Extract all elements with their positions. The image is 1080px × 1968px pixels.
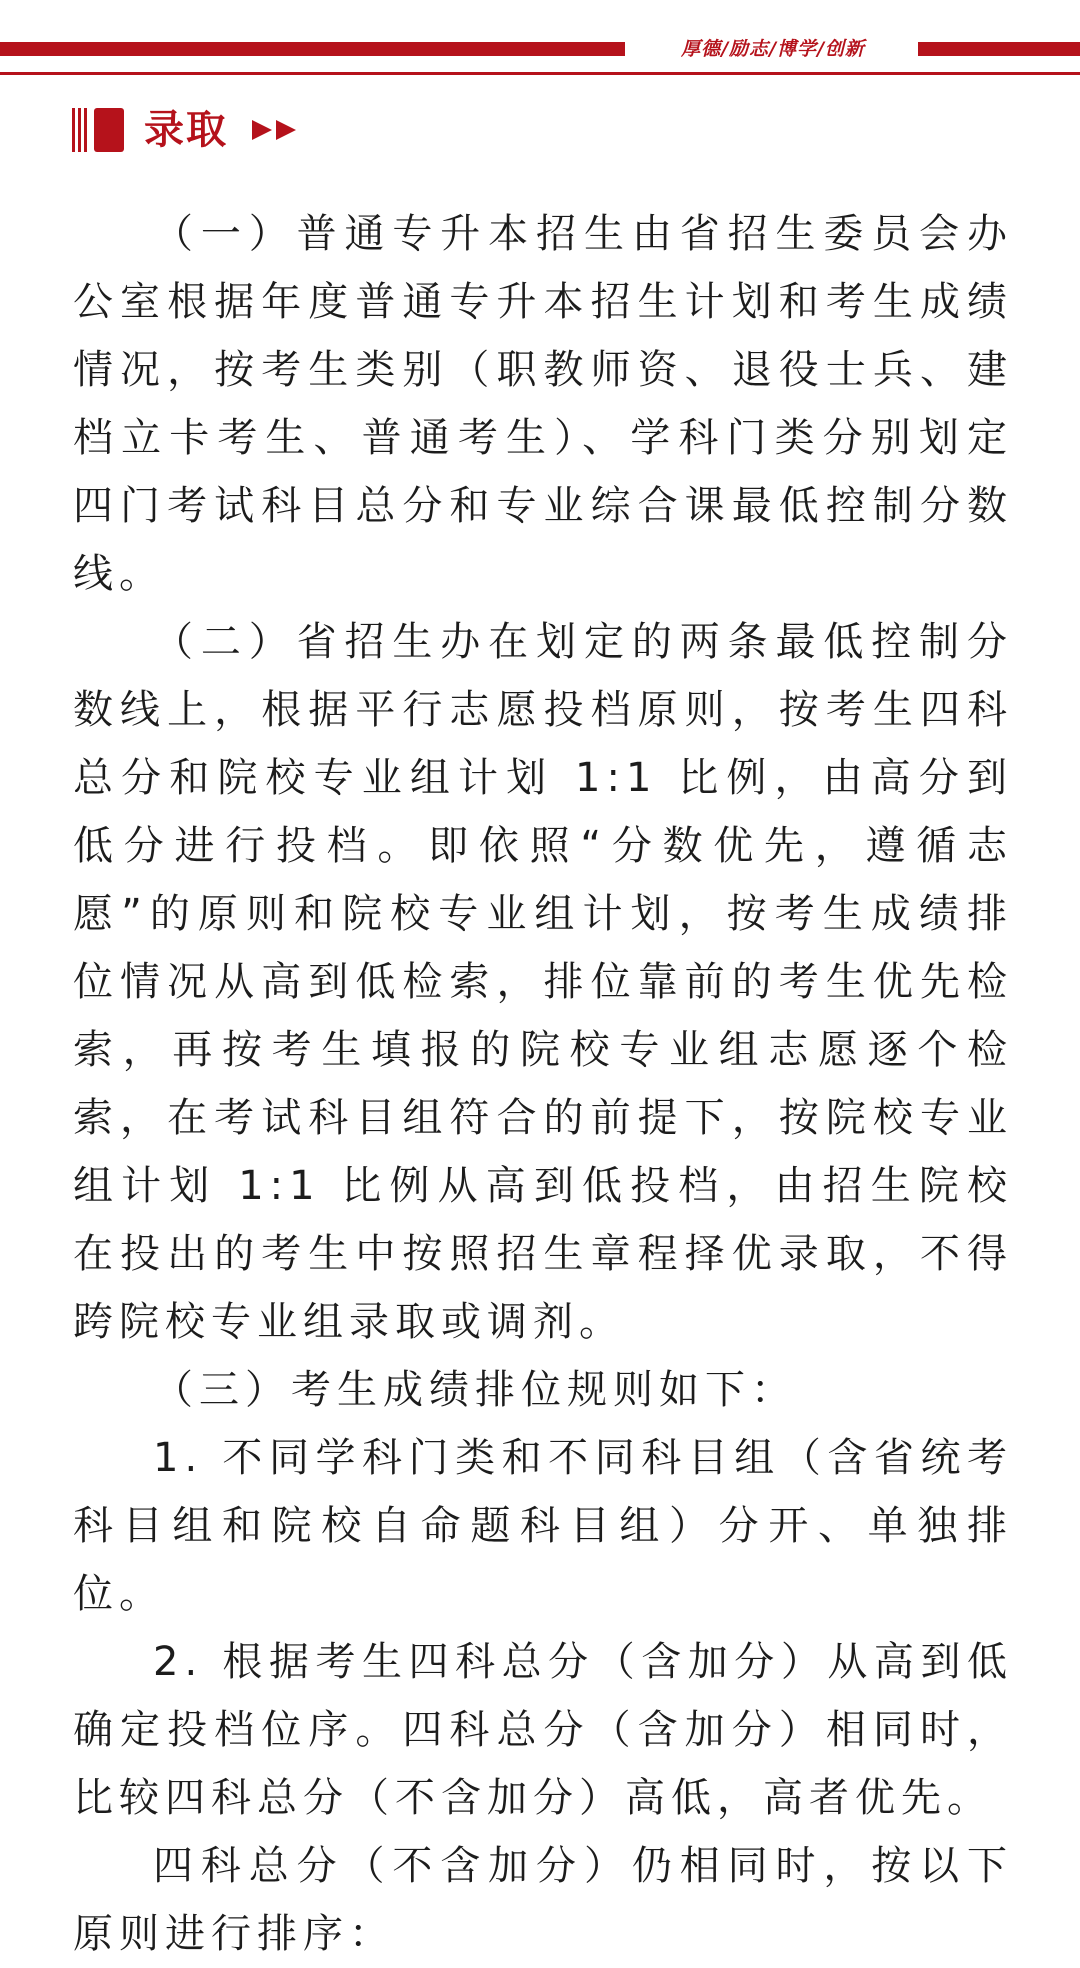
section-header <box>72 100 472 160</box>
section-marker-icon <box>72 108 124 152</box>
double-triangle-right-icon <box>250 100 310 160</box>
banner-divider-line <box>0 72 1080 75</box>
paragraph-3: （三）考生成绩排位规则如下： <box>153 1367 797 1413</box>
paragraph-4: 四科总分（不含加分）仍相同时，按以下原则进行排序： <box>73 1843 1013 1957</box>
article-body <box>73 200 1013 1968</box>
top-banner <box>0 0 1080 80</box>
paragraph-1: （一）普通专升本招生由省招生委员会办公室根据年度普通专升本招生计划和考生成绩情况，按考生类别（职教师资、退役士兵、建档立卡考生、普通考生）、学科门类分别划定四门考试科目总分和专业综合课最低控制分数线。 <box>73 211 1013 597</box>
banner-motto: 厚德/励志/博学/创新 <box>681 38 865 60</box>
banner-bar-left <box>0 42 625 56</box>
section-title: 录取 <box>144 107 228 153</box>
paragraph-2: （二）省招生办在划定的两条最低控制分数线上，根据平行志愿投档原则，按考生四科总分和院校专业组计划 1:1 比例，由高分到低分进行投档。即依照“分数优先，遵循志愿”的原则和院校专业组计划，按考生成绩排位情况从高到低检索，排位靠前的考生优先检索，再按考生填报的院校专业组志愿逐个检索，在考试科目组符合的前提下，按院校专业组计划 1:1 比例从高到低投档，由招生院校在投出的考生中按照招生章程择优录取，不得跨院校专业组录取或调剂。 <box>73 619 1013 1345</box>
paragraph-rule-2: 2. 根据考生四科总分（含加分）从高到低确定投档位序。四科总分（含加分）相同时，比较四科总分（不含加分）高低，高者优先。 <box>73 1639 1013 1821</box>
paragraph-rule-1: 1. 不同学科门类和不同科目组（含省统考科目组和院校自命题科目组）分开、单独排位。 <box>73 1435 1013 1617</box>
banner-bar-right <box>918 42 1080 56</box>
